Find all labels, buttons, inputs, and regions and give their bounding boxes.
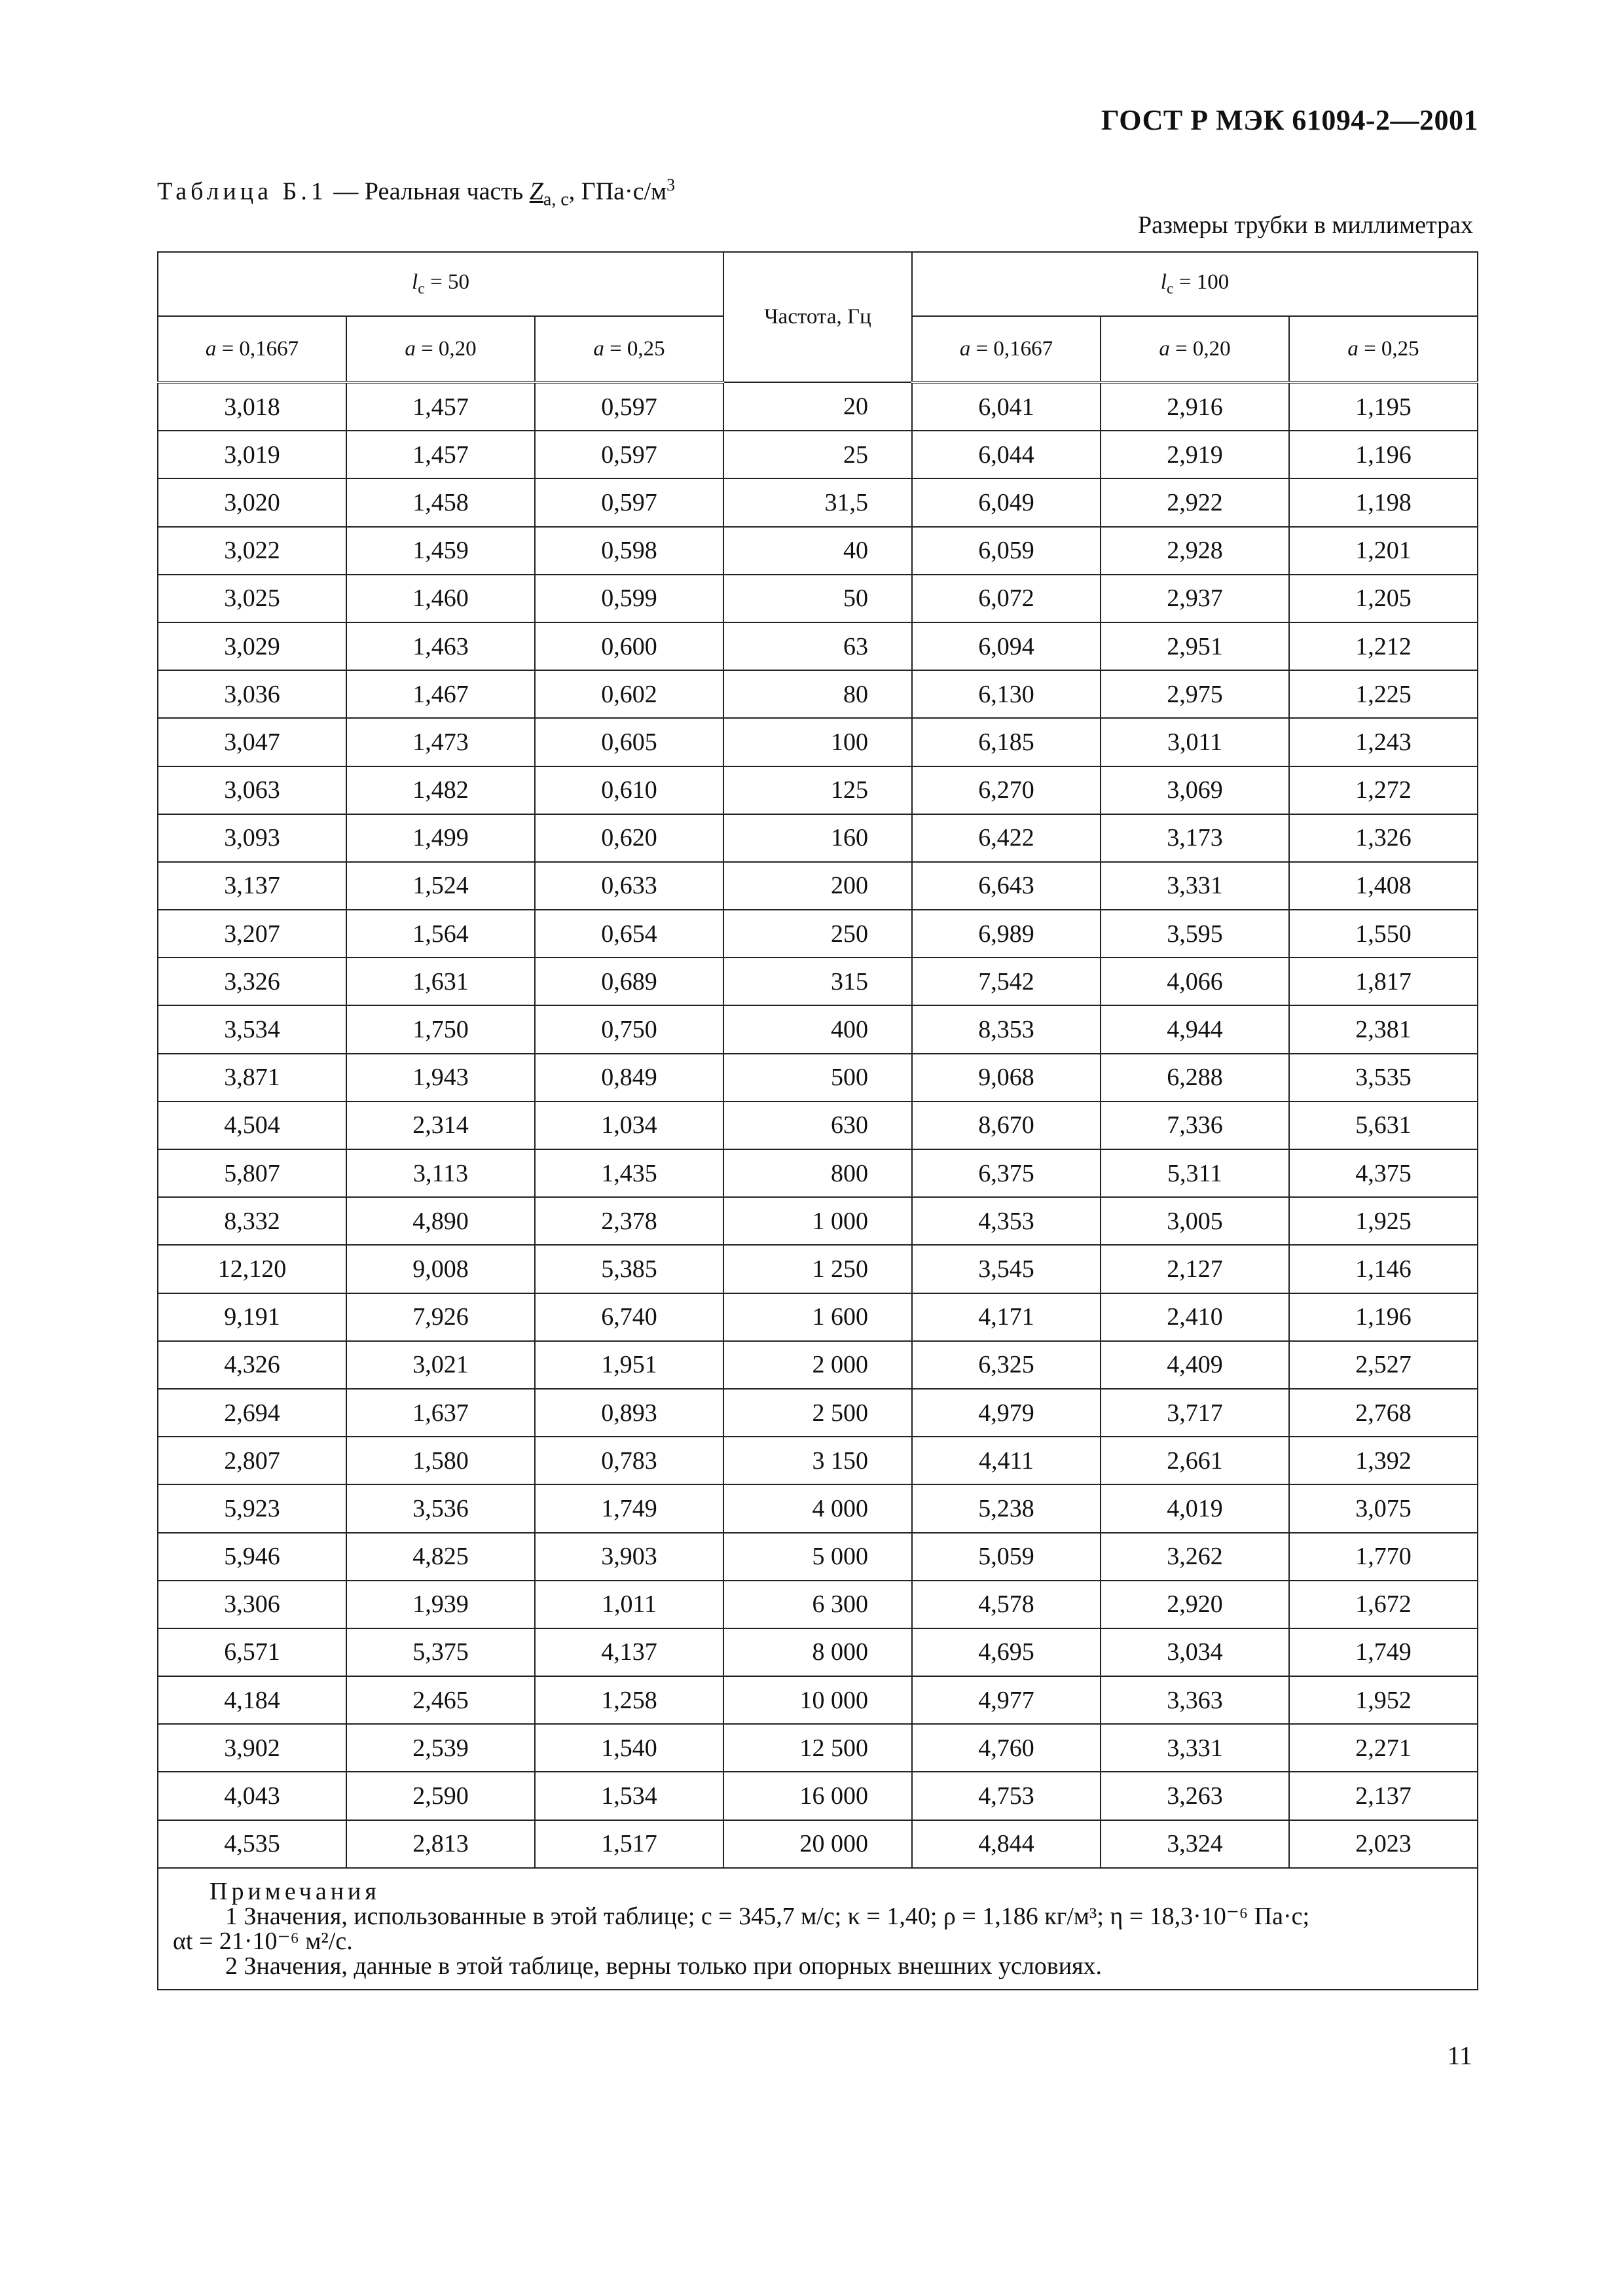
value-cell: 2,539 — [346, 1724, 535, 1772]
group-header-lc-100: $l_c = 100$ — [912, 252, 1478, 316]
frequency-cell: 63 — [723, 622, 912, 670]
size-note: Размеры трубки в миллиметрах — [1137, 211, 1473, 239]
value-cell: 4,753 — [912, 1772, 1101, 1820]
value-cell: 0,597 — [535, 478, 723, 526]
value-cell: 2,661 — [1101, 1437, 1289, 1484]
value-cell: 1,205 — [1289, 575, 1478, 622]
value-cell: 1,243 — [1289, 718, 1478, 766]
value-cell: 1,473 — [346, 718, 535, 766]
value-cell: 1,749 — [535, 1484, 723, 1532]
value-cell: 2,271 — [1289, 1724, 1478, 1772]
frequency-cell: 16 000 — [723, 1772, 912, 1820]
value-cell: 6,059 — [912, 527, 1101, 575]
frequency-cell: 6 300 — [723, 1581, 912, 1628]
value-cell: 1,540 — [535, 1724, 723, 1772]
value-cell: 0,633 — [535, 862, 723, 910]
table-row — [158, 1533, 1478, 1581]
value-cell: 2,768 — [1289, 1389, 1478, 1437]
table-row — [158, 1005, 1478, 1053]
value-cell: 0,849 — [535, 1054, 723, 1102]
value-cell: 4,019 — [1101, 1484, 1289, 1532]
value-cell: 3,903 — [535, 1533, 723, 1581]
value-cell: 0,599 — [535, 575, 723, 622]
value-cell: 6,044 — [912, 431, 1101, 478]
value-cell: 3,262 — [1101, 1533, 1289, 1581]
table-row — [158, 1724, 1478, 1772]
value-cell: 9,191 — [158, 1293, 346, 1341]
value-cell: 1,482 — [346, 766, 535, 814]
value-cell: 1,672 — [1289, 1581, 1478, 1628]
value-cell: 3,902 — [158, 1724, 346, 1772]
value-cell: 3,331 — [1101, 862, 1289, 910]
value-cell: 3,069 — [1101, 766, 1289, 814]
value-cell: 1,392 — [1289, 1437, 1478, 1484]
table-row — [158, 1484, 1478, 1532]
value-cell: 3,021 — [346, 1341, 535, 1389]
value-cell: 2,314 — [346, 1102, 535, 1149]
value-cell: 1,212 — [1289, 622, 1478, 670]
value-cell: 1,201 — [1289, 527, 1478, 575]
frequency-cell: 50 — [723, 575, 912, 622]
value-cell: 4,171 — [912, 1293, 1101, 1341]
value-cell: 3,034 — [1101, 1628, 1289, 1676]
value-cell: 0,597 — [535, 431, 723, 478]
value-cell: 1,196 — [1289, 1293, 1478, 1341]
value-cell: 4,760 — [912, 1724, 1101, 1772]
value-cell: 0,750 — [535, 1005, 723, 1053]
value-cell: 2,937 — [1101, 575, 1289, 622]
value-cell: 0,602 — [535, 670, 723, 718]
frequency-cell: 1 250 — [723, 1245, 912, 1293]
table-row — [158, 862, 1478, 910]
impedance-symbol: Z — [529, 177, 543, 206]
value-cell: 4,409 — [1101, 1341, 1289, 1389]
frequency-cell: 40 — [723, 527, 912, 575]
table-row — [158, 1197, 1478, 1245]
value-cell: 5,311 — [1101, 1149, 1289, 1197]
note-1-continued: αt = 21·10⁻⁶ м²/с. — [173, 1927, 353, 1955]
value-cell: 4,066 — [1101, 958, 1289, 1005]
value-cell: 1,580 — [346, 1437, 535, 1484]
note-1: 1 Значения, использованные в этой таблице; c = 345,7 м/с; κ = 1,40; ρ = 1,186 кг/м³; η = 18,3·10⁻⁶ Па·с; — [225, 1902, 1310, 1930]
value-cell: 9,068 — [912, 1054, 1101, 1102]
frequency-cell: 800 — [723, 1149, 912, 1197]
table-row — [158, 1772, 1478, 1820]
frequency-cell: 1 000 — [723, 1197, 912, 1245]
value-cell: 3,871 — [158, 1054, 346, 1102]
value-cell: 3,005 — [1101, 1197, 1289, 1245]
value-cell: 3,029 — [158, 622, 346, 670]
value-cell: 2,410 — [1101, 1293, 1289, 1341]
frequency-cell: 100 — [723, 718, 912, 766]
value-cell: 6,571 — [158, 1628, 346, 1676]
value-cell: 1,195 — [1289, 382, 1478, 431]
value-cell: 1,457 — [346, 382, 535, 431]
table-row — [158, 910, 1478, 958]
impedance-unit-exponent: 3 — [666, 175, 676, 194]
table-body — [158, 382, 1478, 1868]
value-cell: 1,034 — [535, 1102, 723, 1149]
value-cell: 4,979 — [912, 1389, 1101, 1437]
value-cell: 4,535 — [158, 1820, 346, 1868]
value-cell: 1,534 — [535, 1772, 723, 1820]
value-cell: 6,288 — [1101, 1054, 1289, 1102]
value-cell: 2,813 — [346, 1820, 535, 1868]
frequency-cell: 630 — [723, 1102, 912, 1149]
value-cell: 4,977 — [912, 1676, 1101, 1724]
frequency-cell: 20 000 — [723, 1820, 912, 1868]
frequency-cell: 160 — [723, 814, 912, 862]
value-cell: 2,694 — [158, 1389, 346, 1437]
value-cell: 0,605 — [535, 718, 723, 766]
value-cell: 4,137 — [535, 1628, 723, 1676]
value-cell: 1,925 — [1289, 1197, 1478, 1245]
table-label: Таблица Б.1 — [157, 177, 327, 206]
value-cell: 0,893 — [535, 1389, 723, 1437]
frequency-cell: 10 000 — [723, 1676, 912, 1724]
frequency-cell: 250 — [723, 910, 912, 958]
table-row — [158, 1437, 1478, 1484]
value-cell: 3,536 — [346, 1484, 535, 1532]
column-header-a-0-1667-right: a = 0,1667 — [912, 316, 1101, 382]
value-cell: 2,919 — [1101, 431, 1289, 478]
value-cell: 6,375 — [912, 1149, 1101, 1197]
table-row — [158, 1054, 1478, 1102]
value-cell: 4,411 — [912, 1437, 1101, 1484]
value-cell: 6,740 — [535, 1293, 723, 1341]
frequency-cell: 3 150 — [723, 1437, 912, 1484]
value-cell: 0,689 — [535, 958, 723, 1005]
value-cell: 3,075 — [1289, 1484, 1478, 1532]
value-cell: 8,353 — [912, 1005, 1101, 1053]
document-code: ГОСТ Р МЭК 61094-2—2001 — [1101, 104, 1478, 136]
value-cell: 4,043 — [158, 1772, 346, 1820]
value-cell: 1,408 — [1289, 862, 1478, 910]
value-cell: 3,331 — [1101, 1724, 1289, 1772]
value-cell: 2,916 — [1101, 382, 1289, 431]
value-cell: 5,385 — [535, 1245, 723, 1293]
value-cell: 6,049 — [912, 478, 1101, 526]
value-cell: 4,578 — [912, 1581, 1101, 1628]
column-header-a-0-25-right: a = 0,25 — [1289, 316, 1478, 382]
table-row — [158, 1628, 1478, 1676]
value-cell: 1,011 — [535, 1581, 723, 1628]
column-header-a-0-25-left: a = 0,25 — [535, 316, 723, 382]
frequency-cell: 12 500 — [723, 1724, 912, 1772]
value-cell: 6,041 — [912, 382, 1101, 431]
value-cell: 1,952 — [1289, 1676, 1478, 1724]
frequency-cell: 125 — [723, 766, 912, 814]
table-title — [157, 175, 675, 210]
table-row — [158, 814, 1478, 862]
value-cell: 1,524 — [346, 862, 535, 910]
value-cell: 1,326 — [1289, 814, 1478, 862]
value-cell: 3,018 — [158, 382, 346, 431]
table-row — [158, 958, 1478, 1005]
value-cell: 0,783 — [535, 1437, 723, 1484]
frequency-cell: 2 500 — [723, 1389, 912, 1437]
table-row — [158, 431, 1478, 478]
notes — [158, 1868, 1478, 1990]
value-cell: 4,825 — [346, 1533, 535, 1581]
value-cell: 1,550 — [1289, 910, 1478, 958]
value-cell: 0,598 — [535, 527, 723, 575]
frequency-cell: 5 000 — [723, 1533, 912, 1581]
value-cell: 3,363 — [1101, 1676, 1289, 1724]
value-cell: 2,590 — [346, 1772, 535, 1820]
table-row — [158, 1676, 1478, 1724]
value-cell: 12,120 — [158, 1245, 346, 1293]
value-cell: 3,036 — [158, 670, 346, 718]
value-cell: 3,717 — [1101, 1389, 1289, 1437]
value-cell: 1,951 — [535, 1341, 723, 1389]
value-cell: 1,460 — [346, 575, 535, 622]
value-cell: 0,620 — [535, 814, 723, 862]
value-cell: 1,225 — [1289, 670, 1478, 718]
value-cell: 1,770 — [1289, 1533, 1478, 1581]
value-cell: 0,597 — [535, 382, 723, 431]
value-cell: 2,920 — [1101, 1581, 1289, 1628]
value-cell: 7,542 — [912, 958, 1101, 1005]
value-cell: 4,353 — [912, 1197, 1101, 1245]
value-cell: 1,939 — [346, 1581, 535, 1628]
frequency-cell: 4 000 — [723, 1484, 912, 1532]
value-cell: 1,435 — [535, 1149, 723, 1197]
value-cell: 5,923 — [158, 1484, 346, 1532]
value-cell: 1,817 — [1289, 958, 1478, 1005]
table-row — [158, 622, 1478, 670]
value-cell: 7,336 — [1101, 1102, 1289, 1149]
value-cell: 3,545 — [912, 1245, 1101, 1293]
table-row — [158, 527, 1478, 575]
column-header-a-0-20-left: a = 0,20 — [346, 316, 535, 382]
value-cell: 1,146 — [1289, 1245, 1478, 1293]
frequency-cell: 200 — [723, 862, 912, 910]
frequency-cell: 8 000 — [723, 1628, 912, 1676]
table-row — [158, 382, 1478, 431]
value-cell: 1,637 — [346, 1389, 535, 1437]
value-cell: 1,459 — [346, 527, 535, 575]
value-cell: 3,535 — [1289, 1054, 1478, 1102]
value-cell: 1,458 — [346, 478, 535, 526]
table-row — [158, 1245, 1478, 1293]
frequency-cell: 31,5 — [723, 478, 912, 526]
frequency-cell: 80 — [723, 670, 912, 718]
column-header-a-0-20-right: a = 0,20 — [1101, 316, 1289, 382]
table-row — [158, 1389, 1478, 1437]
value-cell: 2,922 — [1101, 478, 1289, 526]
frequency-cell: 2 000 — [723, 1341, 912, 1389]
value-cell: 3,011 — [1101, 718, 1289, 766]
value-cell: 1,463 — [346, 622, 535, 670]
value-cell: 1,517 — [535, 1820, 723, 1868]
value-cell: 2,465 — [346, 1676, 535, 1724]
value-cell: 3,022 — [158, 527, 346, 575]
value-cell: 3,595 — [1101, 910, 1289, 958]
frequency-cell: 1 600 — [723, 1293, 912, 1341]
value-cell: 2,928 — [1101, 527, 1289, 575]
value-cell: 1,943 — [346, 1054, 535, 1102]
value-cell: 4,184 — [158, 1676, 346, 1724]
value-cell: 1,750 — [346, 1005, 535, 1053]
value-cell: 1,457 — [346, 431, 535, 478]
table-title-text: — Реальная часть — [327, 177, 530, 206]
column-header-a-0-1667-left: a = 0,1667 — [158, 316, 346, 382]
value-cell: 1,198 — [1289, 478, 1478, 526]
value-cell: 0,600 — [535, 622, 723, 670]
value-cell: 6,094 — [912, 622, 1101, 670]
value-cell: 3,113 — [346, 1149, 535, 1197]
page-number: 11 — [1447, 2041, 1472, 2070]
value-cell: 3,173 — [1101, 814, 1289, 862]
table-row — [158, 575, 1478, 622]
table-row — [158, 1581, 1478, 1628]
value-cell: 3,534 — [158, 1005, 346, 1053]
value-cell: 6,989 — [912, 910, 1101, 958]
value-cell: 2,951 — [1101, 622, 1289, 670]
value-cell: 4,890 — [346, 1197, 535, 1245]
value-cell: 4,504 — [158, 1102, 346, 1149]
impedance-unit: , ГПа·с/м — [568, 177, 667, 206]
note-2: 2 Значения, данные в этой таблице, верны только при опорных внешних условиях. — [225, 1952, 1103, 1980]
frequency-cell: 25 — [723, 431, 912, 478]
table-row — [158, 1102, 1478, 1149]
value-cell: 2,527 — [1289, 1341, 1478, 1389]
value-cell: 1,499 — [346, 814, 535, 862]
group-header-lc-50: $l_c = 50$ — [158, 252, 723, 316]
table-row — [158, 1149, 1478, 1197]
value-cell: 7,926 — [346, 1293, 535, 1341]
value-cell: 3,025 — [158, 575, 346, 622]
frequency-header: Частота, Гц — [723, 252, 912, 382]
value-cell: 2,378 — [535, 1197, 723, 1245]
notes-heading: Примечания — [210, 1877, 380, 1905]
value-cell: 1,631 — [346, 958, 535, 1005]
value-cell: 6,325 — [912, 1341, 1101, 1389]
value-cell: 3,063 — [158, 766, 346, 814]
value-cell: 4,375 — [1289, 1149, 1478, 1197]
value-cell: 1,564 — [346, 910, 535, 958]
value-cell: 2,127 — [1101, 1245, 1289, 1293]
table-row — [158, 1293, 1478, 1341]
value-cell: 3,019 — [158, 431, 346, 478]
value-cell: 2,807 — [158, 1437, 346, 1484]
value-cell: 1,749 — [1289, 1628, 1478, 1676]
value-cell: 1,258 — [535, 1676, 723, 1724]
value-cell: 0,654 — [535, 910, 723, 958]
frequency-cell: 20 — [723, 382, 912, 431]
value-cell: 8,670 — [912, 1102, 1101, 1149]
value-cell: 3,263 — [1101, 1772, 1289, 1820]
value-cell: 5,375 — [346, 1628, 535, 1676]
value-cell: 6,643 — [912, 862, 1101, 910]
value-cell: 2,975 — [1101, 670, 1289, 718]
table-row — [158, 670, 1478, 718]
value-cell: 2,381 — [1289, 1005, 1478, 1053]
value-cell: 1,196 — [1289, 431, 1478, 478]
table-row — [158, 718, 1478, 766]
value-cell: 4,944 — [1101, 1005, 1289, 1053]
value-cell: 4,326 — [158, 1341, 346, 1389]
impedance-subscript: a, c — [543, 189, 569, 210]
value-cell: 3,207 — [158, 910, 346, 958]
value-cell: 6,422 — [912, 814, 1101, 862]
table-row — [158, 766, 1478, 814]
frequency-cell: 315 — [723, 958, 912, 1005]
value-cell: 6,185 — [912, 718, 1101, 766]
value-cell: 5,946 — [158, 1533, 346, 1581]
frequency-cell: 500 — [723, 1054, 912, 1102]
value-cell: 4,844 — [912, 1820, 1101, 1868]
value-cell: 5,238 — [912, 1484, 1101, 1532]
value-cell: 3,020 — [158, 478, 346, 526]
value-cell: 9,008 — [346, 1245, 535, 1293]
value-cell: 2,137 — [1289, 1772, 1478, 1820]
value-cell: 5,807 — [158, 1149, 346, 1197]
value-cell: 3,324 — [1101, 1820, 1289, 1868]
value-cell: 5,059 — [912, 1533, 1101, 1581]
impedance-table — [157, 251, 1478, 1990]
value-cell: 0,610 — [535, 766, 723, 814]
value-cell: 1,467 — [346, 670, 535, 718]
value-cell: 3,306 — [158, 1581, 346, 1628]
value-cell: 2,023 — [1289, 1820, 1478, 1868]
table-row — [158, 478, 1478, 526]
table-row — [158, 1820, 1478, 1868]
value-cell: 8,332 — [158, 1197, 346, 1245]
value-cell: 3,326 — [158, 958, 346, 1005]
value-cell: 3,047 — [158, 718, 346, 766]
value-cell: 3,137 — [158, 862, 346, 910]
value-cell: 6,072 — [912, 575, 1101, 622]
frequency-cell: 400 — [723, 1005, 912, 1053]
value-cell: 6,130 — [912, 670, 1101, 718]
value-cell: 6,270 — [912, 766, 1101, 814]
value-cell: 5,631 — [1289, 1102, 1478, 1149]
value-cell: 1,272 — [1289, 766, 1478, 814]
table-row — [158, 1341, 1478, 1389]
value-cell: 3,093 — [158, 814, 346, 862]
value-cell: 4,695 — [912, 1628, 1101, 1676]
